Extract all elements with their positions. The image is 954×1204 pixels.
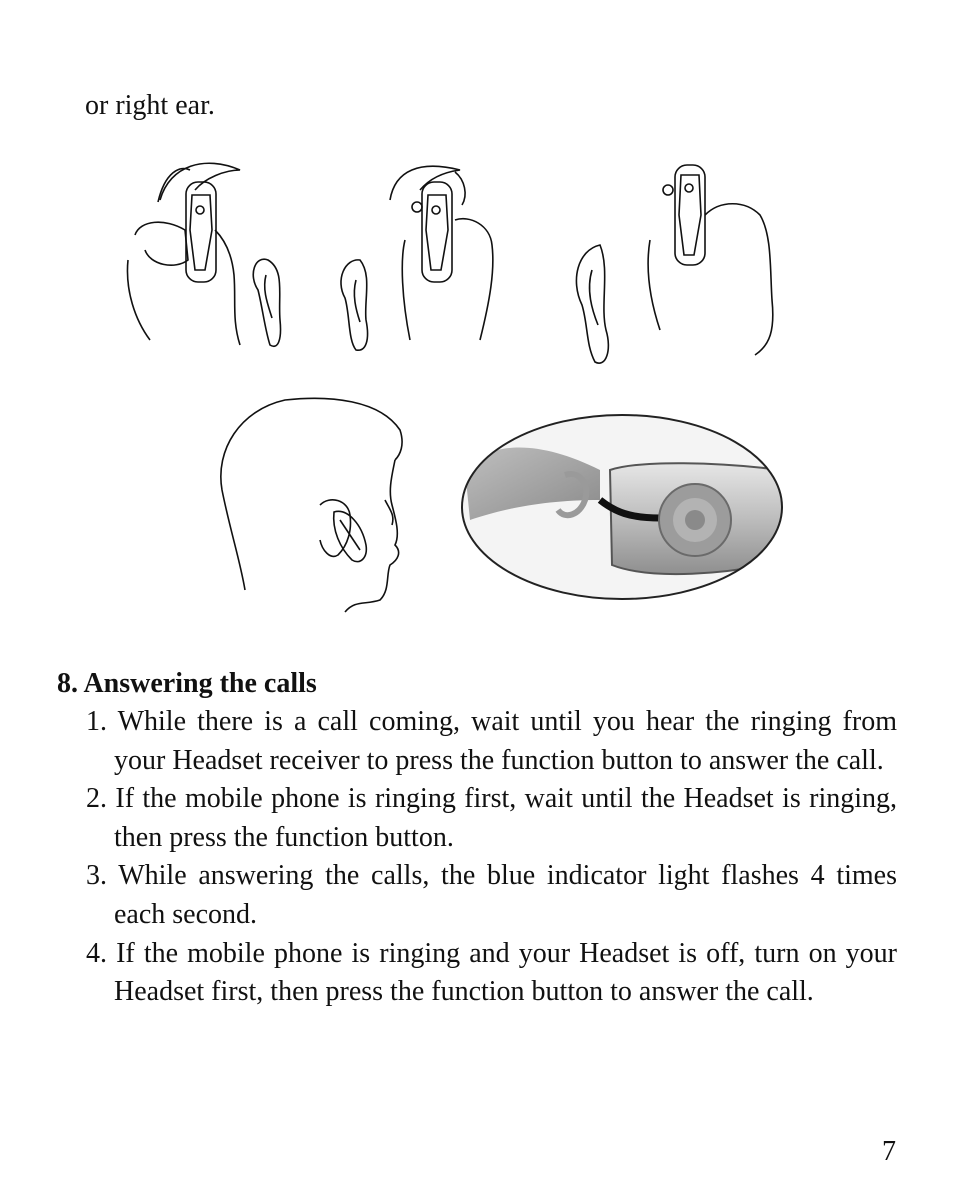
intro-text: or right ear.: [85, 90, 215, 121]
head-wearing-headset-drawing: [221, 398, 402, 612]
step-item: 1. While there is a call coming, wait until you hear the ringing from your Headset receiver to press the function button to answer the call.: [86, 706, 897, 776]
headset-left-ear-drawing: [127, 163, 280, 346]
steps-list: [86, 703, 897, 1012]
headset-right-ear-drawing: [341, 166, 493, 350]
page-number: 7: [882, 1136, 896, 1167]
step-item: 4. If the mobile phone is ringing and your Headset is off, turn on your Headset first, then press the function button to answer the call.: [86, 937, 897, 1008]
earpiece-closeup-photo: [460, 415, 785, 600]
step-item: 3. While answering the calls, the blue indicator light flashes 4 times each second.: [86, 860, 897, 930]
headset-rotated-drawing: [576, 165, 772, 363]
section-heading: 8. Answering the calls: [57, 668, 317, 699]
step-item: 2. If the mobile phone is ringing first, wait until the Headset is ringing, then press the function button.: [86, 783, 897, 853]
